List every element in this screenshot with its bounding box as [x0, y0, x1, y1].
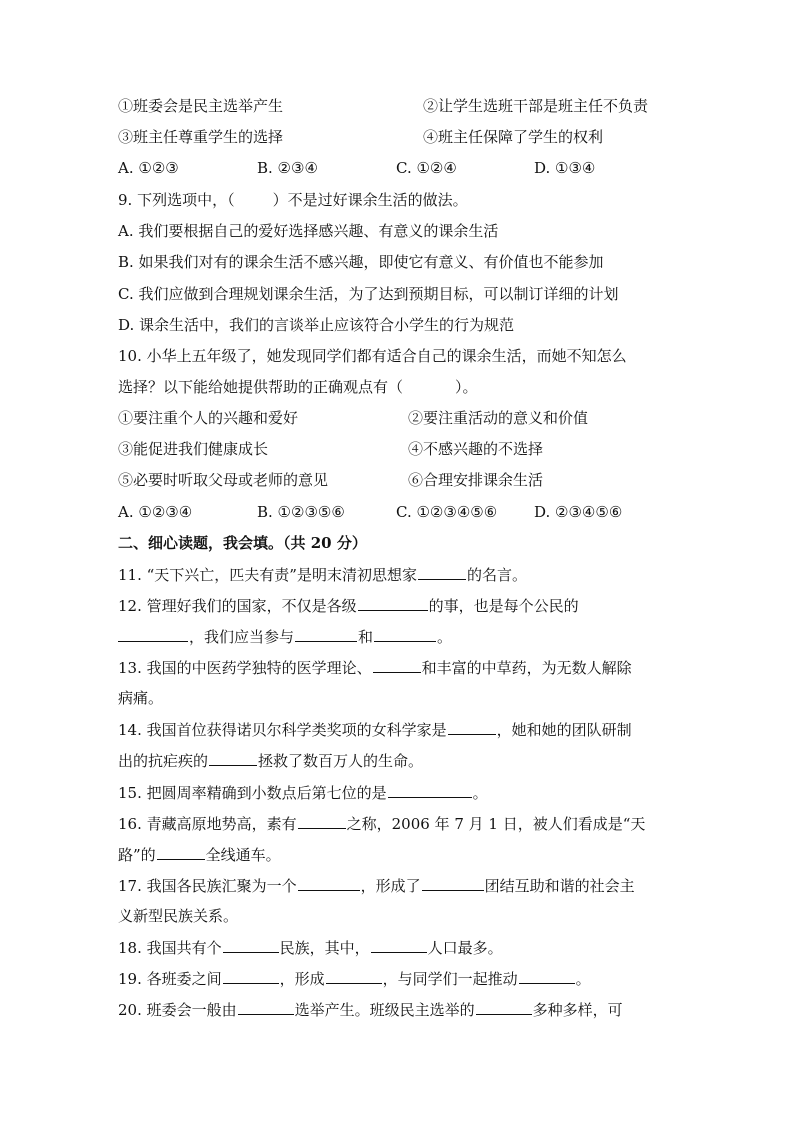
q17-line-1 [118, 875, 635, 896]
q20-text-3: 多种多样，可 [532, 1001, 623, 1019]
q13-text-2: 和丰富的中草药，为无数人解除 [421, 659, 632, 677]
q18-text-2: 民族，其中， [279, 939, 370, 957]
q12-text-5: 。 [437, 628, 453, 646]
q11-text-2: 的名言。 [466, 566, 527, 584]
q19 [118, 968, 591, 989]
q14-text-3: 出的抗疟疾的 [118, 752, 209, 770]
q10-statement-5: ⑤必要时听取父母或老师的意见 [118, 471, 329, 489]
q16-blank-2[interactable] [157, 844, 205, 860]
q12-line-2 [118, 626, 452, 647]
q12-blank-2[interactable] [118, 626, 188, 642]
q20-blank-2[interactable] [476, 999, 532, 1015]
q8-statement-row-2 [118, 127, 283, 147]
q18-blank-2[interactable] [371, 937, 427, 953]
q8-statement-3: ③班主任尊重学生的选择 [118, 128, 284, 146]
q16-line-1 [118, 813, 645, 834]
q19-text-1: 19. 各班委之间 [118, 970, 222, 988]
q15-text-2: 。 [472, 784, 488, 802]
q12-text-1: 12. 管理好我们的国家，不仅是各级 [118, 597, 357, 615]
q13-line-1 [118, 657, 632, 678]
q10-statement-3: ③能促进我们健康成长 [118, 440, 269, 458]
q16-text-2: 之称，2006 年 7 月 1 日，被人们看成是“天 [346, 815, 646, 833]
q16-text-1: 16. 青藏高原地势高，素有 [118, 815, 297, 833]
q12-blank-4[interactable] [374, 626, 436, 642]
q12-text-3: ，我们应当参与 [189, 628, 295, 646]
q17-text-3: 团结互助和谐的社会主 [484, 877, 635, 895]
q17-line-2: 义新型民族关系。 [118, 907, 239, 925]
q9-option-c: C. 我们应做到合理规划课余生活，为了达到预期目标，可以制订详细的计划 [118, 285, 619, 303]
q10-option-b: B. ①②③⑤⑥ [257, 503, 345, 521]
q13-text-1: 13. 我国的中医药学独特的医学理论、 [118, 659, 372, 677]
q14-text-2: ，她和她的团队研制 [496, 721, 632, 739]
q10-option-c: C. ①②③④⑤⑥ [396, 503, 498, 521]
q9-option-b: B. 如果我们对有的课余生活不感兴趣，即使它有意义、有价值也不能参加 [118, 253, 604, 271]
q12-text-2: 的事，也是每个公民的 [428, 597, 579, 615]
q17-blank-1[interactable] [298, 875, 360, 891]
q17-blank-2[interactable] [422, 875, 484, 891]
q8-statement-row-1 [118, 96, 283, 116]
q19-blank-1[interactable] [223, 968, 279, 984]
q8-statement-row-2b [423, 127, 603, 147]
q11-text-1: 11. “天下兴亡，匹夫有责”是明末清初思想家 [118, 566, 417, 584]
q18-text-3: 人口最多。 [427, 939, 503, 957]
q16-blank-1[interactable] [298, 813, 346, 829]
q16-text-4: 全线通车。 [205, 846, 281, 864]
q10-statement-1: ①要注重个人的兴趣和爱好 [118, 409, 299, 427]
q19-text-4: 。 [575, 970, 591, 988]
q12-blank-3[interactable] [295, 626, 357, 642]
q14-text-1: 14. 我国首位获得诺贝尔科学类奖项的女科学家是 [118, 721, 447, 739]
q15 [118, 782, 488, 803]
q12-blank-1[interactable] [358, 595, 428, 611]
q8-statement-2: ②让学生选班干部是班主任不负责 [423, 97, 649, 115]
q12-line-1 [118, 595, 579, 616]
q12-text-4: 和 [358, 628, 374, 646]
q15-text-1: 15. 把圆周率精确到小数点后第七位的是 [118, 784, 387, 802]
q10-option-a: A. ①②③④ [118, 503, 193, 521]
q9-stem [118, 190, 468, 210]
q14-line-1 [118, 719, 632, 740]
q20-text-2: 选举产生。班级民主选举的 [294, 1001, 475, 1019]
q13-blank[interactable] [373, 657, 421, 673]
q14-blank-2[interactable] [209, 750, 257, 766]
q11-blank[interactable] [418, 564, 466, 580]
q10-statement-4: ④不感兴趣的不选择 [408, 440, 544, 458]
q19-text-2: ，形成 [279, 970, 325, 988]
q13-line-2: 病痛。 [118, 689, 164, 707]
q14-blank-1[interactable] [448, 719, 496, 735]
q19-blank-2[interactable] [326, 968, 382, 984]
q11 [118, 564, 527, 585]
q18-text-1: 18. 我国共有个 [118, 939, 222, 957]
q9-option-a: A. 我们要根据自己的爱好选择感兴趣、有意义的课余生活 [118, 222, 499, 240]
q10-option-d: D. ②③④⑤⑥ [534, 503, 623, 521]
q10-stem-start: 选择？以下能给她提供帮助的正确观点有（ [118, 378, 404, 396]
q18 [118, 937, 503, 958]
q8-statement-1: ①班委会是民主选举产生 [118, 97, 284, 115]
q15-blank[interactable] [388, 782, 472, 798]
q8-option-a: A. ①②③ [118, 159, 179, 177]
q10-stem-line-1: 10. 小华上五年级了，她发现同学们都有适合自己的课余生活，而她不知怎么 [118, 347, 627, 365]
section-2-heading: 二、细心读题，我会填。（共 20 分） [118, 534, 367, 552]
q10-stem-line-2 [118, 377, 478, 397]
q8-statement-row-1b [423, 96, 648, 116]
q17-text-1: 17. 我国各民族汇聚为一个 [118, 877, 297, 895]
q16-line-2 [118, 844, 281, 865]
q14-line-2 [118, 750, 423, 771]
q19-text-3: ，与同学们一起推动 [382, 970, 518, 988]
q9-stem-start: 9. 下列选项中，（ [118, 191, 235, 209]
q8-option-b: B. ②③④ [257, 159, 318, 177]
q14-text-4: 拯救了数百万人的生命。 [258, 752, 424, 770]
q17-text-2: ，形成了 [360, 877, 421, 895]
q10-stem-end: ）。 [455, 378, 478, 396]
q16-text-3: 路”的 [118, 846, 156, 864]
q19-blank-3[interactable] [519, 968, 575, 984]
q9-stem-end: ）不是过好课余生活的做法。 [272, 191, 468, 209]
q9-option-d: D. 课余生活中，我们的言谈举止应该符合小学生的行为规范 [118, 316, 515, 334]
q10-statement-6: ⑥合理安排课余生活 [408, 471, 544, 489]
q20 [118, 999, 623, 1020]
q8-statement-4: ④班主任保障了学生的权利 [423, 128, 604, 146]
q8-option-c: C. ①②④ [396, 159, 457, 177]
q18-blank-1[interactable] [223, 937, 279, 953]
q20-blank-1[interactable] [238, 999, 294, 1015]
q20-text-1: 20. 班委会一般由 [118, 1001, 237, 1019]
q8-option-d: D. ①③④ [534, 159, 596, 177]
q10-statement-2: ②要注重活动的意义和价值 [408, 409, 589, 427]
